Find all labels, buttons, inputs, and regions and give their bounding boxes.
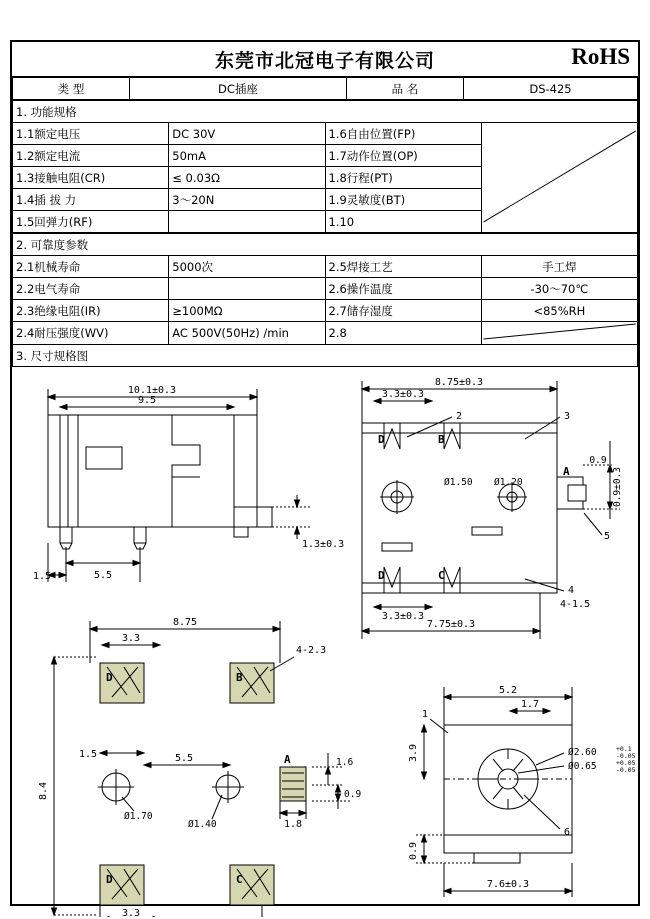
row-value-right: <85%RH: [481, 300, 637, 322]
row-label: 1.4插 拔 力: [13, 189, 169, 211]
row-label-right: 2.8: [325, 322, 481, 345]
svg-text:0.9: 0.9: [589, 455, 607, 466]
section-2-title: 2. 可靠度参数: [13, 234, 638, 256]
view3-dim-left: [38, 657, 98, 915]
view4-dim-bottom: [444, 863, 572, 897]
table-row: [13, 322, 638, 345]
svg-text:3.3: 3.3: [121, 633, 141, 644]
svg-text:D: D: [106, 671, 113, 684]
svg-text:B: B: [438, 433, 445, 446]
name-value: DS-425: [464, 78, 638, 100]
view4-dim-left: [408, 725, 474, 863]
section-header-row: [13, 345, 638, 367]
row-value: AC 500V(50Hz) /min: [169, 322, 325, 345]
svg-text:Ø1.70: Ø1.70: [124, 811, 153, 822]
row-label: 1.5回弹力(RF): [13, 211, 169, 233]
view3-dim-bottom: [100, 905, 262, 917]
svg-text:D: D: [378, 569, 385, 582]
svg-text:1.6: 1.6: [336, 757, 354, 768]
svg-text:4: 4: [568, 585, 575, 596]
svg-text:8.4: 8.4: [38, 781, 49, 801]
row-label-right: 2.7储存湿度: [325, 300, 481, 322]
svg-text:7.75±0.3: 7.75±0.3: [426, 619, 476, 630]
row-label-right: 1.10: [325, 211, 481, 233]
view4-dim-top: [444, 685, 572, 725]
row-label: 2.3绝缘电阻(IR): [13, 300, 169, 322]
svg-text:10.1±0.3: 10.1±0.3: [127, 385, 177, 396]
svg-text:1: 1: [422, 709, 429, 720]
svg-text:1.3±0.3: 1.3±0.3: [302, 539, 345, 550]
svg-text:1.7: 1.7: [520, 699, 540, 710]
row-label: 2.2电气寿命: [13, 278, 169, 300]
view1-body: [48, 415, 272, 549]
svg-text:6: 6: [564, 827, 571, 838]
view1-dim-bottom: [33, 543, 140, 582]
view3-dim-inner: [79, 749, 230, 768]
table-row: [13, 256, 638, 278]
svg-text:D: D: [106, 873, 113, 886]
svg-text:1.5: 1.5: [78, 749, 98, 760]
svg-text:-0.05: -0.05: [616, 766, 636, 774]
svg-text:C: C: [236, 873, 243, 886]
reliability-table: [12, 233, 638, 367]
row-value: 50mA: [169, 145, 325, 167]
svg-text:3.3±0.3: 3.3±0.3: [381, 611, 425, 622]
sheet-border: [10, 40, 640, 917]
empty-diagonal-cell: [481, 123, 637, 233]
svg-text:A: A: [284, 753, 291, 766]
view3-pads: [100, 663, 306, 905]
row-value: DC 30V: [169, 123, 325, 145]
diagonal-strike: [482, 129, 637, 224]
svg-text:Ø1.50: Ø1.50: [444, 477, 473, 488]
functional-table: [12, 100, 638, 233]
svg-text:7.6±0.3: 7.6±0.3: [486, 879, 530, 890]
row-value: [169, 278, 325, 300]
row-value: ≤ 0.03Ω: [169, 167, 325, 189]
svg-text:2: 2: [456, 411, 463, 422]
svg-text:5: 5: [604, 531, 611, 542]
svg-text:D: D: [378, 433, 385, 446]
svg-text:4-1.5: 4-1.5: [560, 599, 591, 610]
svg-text:8.75±0.3: 8.75±0.3: [434, 377, 484, 388]
svg-text:0.9: 0.9: [408, 841, 419, 861]
svg-text:B: B: [236, 671, 243, 684]
view3-pad-note: [270, 645, 326, 671]
type-value: DC插座: [130, 78, 347, 100]
row-value: 5000次: [169, 256, 325, 278]
svg-text:3.9: 3.9: [408, 743, 419, 763]
view2-body: [362, 423, 586, 593]
mechanical-drawings: [12, 367, 638, 917]
table-row: [13, 300, 638, 322]
svg-text:8.75: 8.75: [172, 617, 198, 628]
svg-text:5.2: 5.2: [498, 685, 518, 696]
row-label-right: 2.6操作温度: [325, 278, 481, 300]
row-label-right: 1.7动作位置(OP): [325, 145, 481, 167]
row-label-right: 2.5焊接工艺: [325, 256, 481, 278]
row-label: 2.1机械寿命: [13, 256, 169, 278]
row-label: 1.2额定电流: [13, 145, 169, 167]
svg-text:Ø1.40: Ø1.40: [188, 819, 217, 830]
table-row: [13, 78, 638, 100]
svg-text:+0.05: +0.05: [616, 759, 636, 767]
svg-text:4-2.3: 4-2.3: [296, 645, 327, 656]
svg-text:3: 3: [564, 411, 571, 422]
svg-text:A: A: [563, 465, 570, 478]
table-row: [13, 278, 638, 300]
drawing-area: [12, 367, 638, 917]
svg-text:0.9±0.3: 0.9±0.3: [612, 466, 623, 508]
sheet-header: [12, 42, 638, 77]
empty-diagonal-cell: [481, 322, 637, 345]
svg-text:3.3: 3.3: [121, 908, 141, 917]
view4-callouts: [422, 709, 636, 838]
view3-dim-top: [90, 617, 280, 663]
section-1-title: 1. 功能规格: [13, 101, 638, 123]
row-value: [169, 211, 325, 233]
svg-text:-0.05: -0.05: [616, 752, 636, 760]
svg-text:1.8: 1.8: [283, 819, 303, 830]
row-label: 1.1额定电压: [13, 123, 169, 145]
row-value: 3～20N: [169, 189, 325, 211]
row-label: 1.3接触电阻(CR): [13, 167, 169, 189]
view4-body: [444, 725, 572, 863]
svg-text:5.5: 5.5: [174, 753, 194, 764]
row-label-right: 1.9灵敏度(BT): [325, 189, 481, 211]
svg-text:3.3±0.3: 3.3±0.3: [381, 389, 425, 400]
company-name: 东莞市北冠电子有限公司: [214, 50, 435, 72]
row-label: 2.4耐压强度(WV): [13, 322, 169, 345]
svg-text:1.5: 1.5: [32, 571, 52, 582]
svg-text:5.5: 5.5: [93, 570, 113, 581]
svg-text:Ø1.20: Ø1.20: [494, 477, 523, 488]
view2-dim-topleft: [374, 389, 432, 404]
section-3-title: 3. 尺寸规格图: [13, 345, 638, 367]
view2-dim-right: [583, 441, 623, 519]
svg-text:+0.1: +0.1: [616, 745, 632, 753]
svg-text:Ø0.65: Ø0.65: [568, 761, 597, 772]
row-label-right: 1.6自由位置(FP): [325, 123, 481, 145]
view2-dim-bottomleft: [374, 605, 432, 623]
view1-dim-right: [272, 495, 344, 550]
svg-text:C: C: [438, 569, 445, 582]
row-value-right: -30～70℃: [481, 278, 637, 300]
diagonal-strike: [482, 322, 637, 341]
svg-text:0.9: 0.9: [344, 789, 362, 800]
view3-holes: [98, 769, 244, 830]
rohs-mark: RoHS: [571, 44, 630, 69]
type-label: 类 型: [13, 78, 130, 100]
name-label: 品 名: [347, 78, 464, 100]
svg-text:Ø2.60: Ø2.60: [568, 747, 597, 758]
row-label-right: 1.8行程(PT): [325, 167, 481, 189]
row-value: ≥100MΩ: [169, 300, 325, 322]
row-value-right: 手工焊: [481, 256, 637, 278]
title-table: [12, 77, 638, 100]
section-header-row: [13, 101, 638, 123]
section-header-row: [13, 234, 638, 256]
table-row: [13, 123, 638, 145]
svg-text:9.5: 9.5: [137, 395, 157, 406]
